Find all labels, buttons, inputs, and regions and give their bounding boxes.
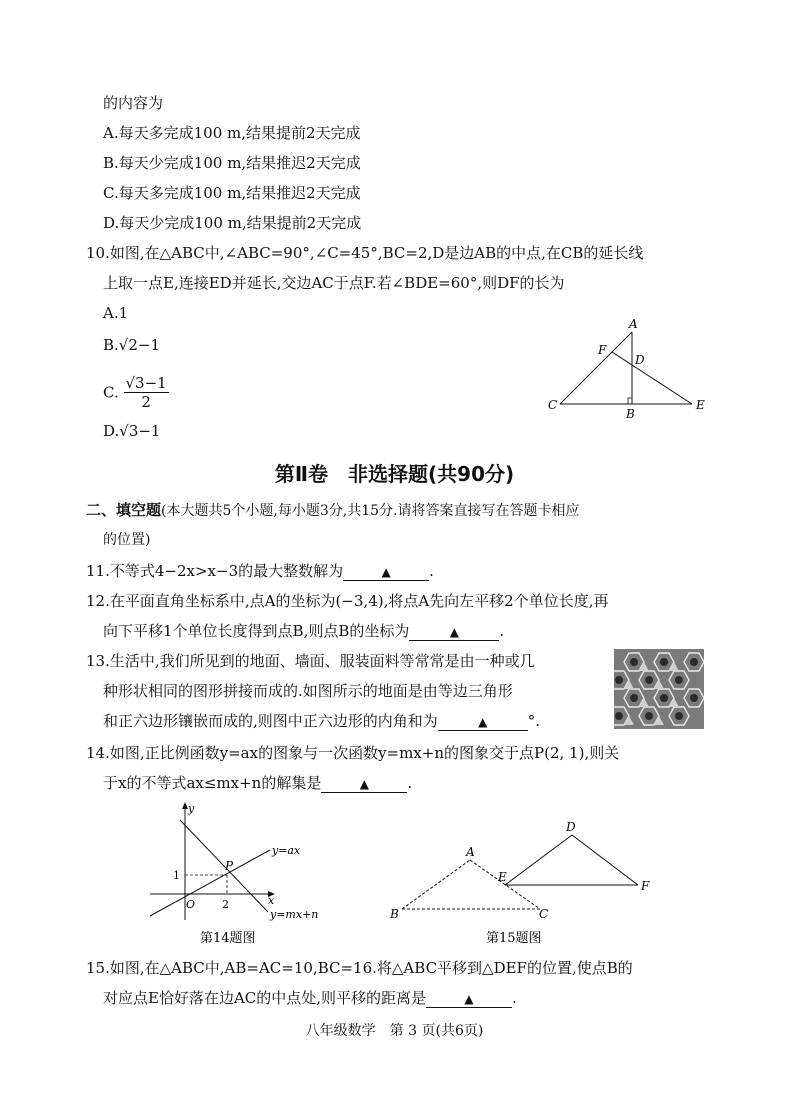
fill-blank-heading: 二、填空题 bbox=[86, 501, 162, 519]
q10-option-b-expr: √2−1 bbox=[118, 336, 161, 354]
q15-end: . bbox=[512, 989, 517, 1007]
q10-option-c-denominator: 2 bbox=[141, 393, 151, 411]
q10-option-c-prefix: C. bbox=[103, 383, 119, 402]
q14-label-line2: y=mx+n bbox=[270, 908, 319, 921]
q12-line2 bbox=[103, 621, 504, 641]
q15-label-f: F bbox=[641, 879, 650, 893]
q10-option-d bbox=[103, 421, 160, 441]
fill-blank-instructions-cont: 的位置) bbox=[103, 532, 151, 548]
q10-option-d-prefix: D. bbox=[103, 422, 120, 440]
q14-line-y-ax bbox=[150, 850, 270, 916]
q10-option-b bbox=[103, 335, 160, 355]
q14-label-two: 2 bbox=[222, 898, 229, 911]
q10-label-f: F bbox=[598, 343, 607, 357]
q15-label-c: C bbox=[539, 907, 549, 921]
q12-line1: 12.在平面直角坐标系中,点A的坐标为(−3,4),将点A先向左平移2个单位长度,再 bbox=[86, 592, 609, 610]
q14-caption: 第14题图 bbox=[200, 931, 256, 946]
q10-option-d-expr: √3−1 bbox=[119, 422, 161, 440]
q15-line-ed bbox=[505, 835, 572, 885]
q10-label-e: E bbox=[696, 398, 705, 412]
q15-label-e: E bbox=[498, 870, 507, 884]
q10-label-c: C bbox=[548, 398, 558, 412]
section-2-heading bbox=[86, 500, 579, 521]
q10-line-ca bbox=[560, 332, 632, 404]
q15-label-a: A bbox=[466, 845, 475, 859]
q13-text: 和正六边形镶嵌而成的,则图中正六边形的内角和为 bbox=[103, 712, 438, 730]
q9-option-c: C.每天多完成100 m,结果推迟2天完成 bbox=[103, 184, 361, 202]
q15-line1: 15.如图,在△ABC中,AB=AC=10,BC=16.将△ABC平移到△DEF的位置,使点B的 bbox=[86, 959, 633, 977]
q13-line2: 种形状相同的图形拼接而成的.如图所示的地面是由等边三角形 bbox=[103, 682, 513, 700]
q10-figure bbox=[540, 312, 720, 422]
q14-label-origin: O bbox=[186, 898, 196, 911]
q11-text: 11.不等式4−2x>x−3的最大整数解为 bbox=[86, 562, 344, 580]
q15-figure bbox=[380, 815, 660, 950]
q10-label-d: D bbox=[635, 353, 645, 367]
q11-answer-blank: ▲ bbox=[343, 564, 429, 581]
q10-option-b-prefix: B. bbox=[103, 336, 119, 354]
page-footer: 八年级数学 第 3 页(共6页) bbox=[305, 1023, 484, 1039]
q14-answer-blank: ▲ bbox=[321, 776, 407, 793]
q12-text: 向下平移1个单位长度得到点B,则点B的坐标为 bbox=[103, 622, 410, 640]
q9-continuation: 的内容为 bbox=[103, 94, 164, 112]
section-2-title: 第Ⅱ卷 非选择题(共90分) bbox=[274, 462, 515, 486]
q10-option-a: A.1 bbox=[103, 304, 129, 322]
q14-figure bbox=[140, 800, 360, 950]
q14-label-one: 1 bbox=[173, 869, 180, 882]
q15-answer-blank: ▲ bbox=[426, 991, 512, 1008]
q14-line1: 14.如图,正比例函数y=ax的图象与一次函数y=mx+n的图象交于点P(2, 1),则关 bbox=[86, 744, 620, 762]
q10-option-c-fraction bbox=[124, 374, 169, 411]
q13-line3 bbox=[103, 711, 540, 731]
q10-right-angle-mark bbox=[628, 398, 632, 404]
q12-answer-blank: ▲ bbox=[409, 624, 499, 641]
q14-end: . bbox=[407, 774, 413, 792]
q13-answer-blank: ▲ bbox=[438, 714, 528, 731]
q15-caption: 第15题图 bbox=[486, 931, 542, 946]
q14-label-x: x bbox=[268, 894, 275, 907]
q9-option-a: A.每天多完成100 m,结果提前2天完成 bbox=[103, 124, 361, 142]
q15-label-d: D bbox=[566, 820, 576, 834]
q14-label-p: P bbox=[225, 859, 234, 873]
q15-text: 对应点E恰好落在边AC的中点处,则平移的距离是 bbox=[103, 989, 427, 1007]
q13-line1: 13.生活中,我们所见到的地面、墙面、服装面料等常常是由一种或几 bbox=[86, 652, 535, 670]
q15-dashed-ab bbox=[402, 860, 470, 909]
q13-tiling-image bbox=[614, 649, 704, 729]
q10-stem-line2: 上取一点E,连接ED并延长,交边AC于点F.若∠BDE=60°,则DF的长为 bbox=[103, 274, 565, 292]
tessellation-pattern-icon bbox=[614, 649, 704, 729]
q14-line2 bbox=[103, 773, 412, 793]
q10-label-a: A bbox=[629, 317, 638, 331]
q14-label-y: y bbox=[188, 802, 195, 815]
q14-label-line1: y=ax bbox=[272, 844, 301, 857]
q10-option-c bbox=[103, 374, 169, 411]
q11 bbox=[86, 561, 434, 581]
q15-line2 bbox=[103, 988, 517, 1008]
q15-line-df bbox=[572, 835, 638, 885]
q9-option-d: D.每天少完成100 m,结果提前2天完成 bbox=[103, 214, 362, 232]
q9-option-b: B.每天少完成100 m,结果推迟2天完成 bbox=[103, 154, 361, 172]
q13-end: °. bbox=[527, 712, 541, 730]
q10-label-b: B bbox=[626, 407, 635, 421]
q10-stem-line1: 10.如图,在△ABC中,∠ABC=90°,∠C=45°,BC=2,D是边AB的中点,在CB的延长线 bbox=[86, 244, 644, 262]
q15-label-b: B bbox=[390, 907, 399, 921]
q10-line-ef bbox=[612, 352, 692, 404]
fill-blank-instructions: (本大题共5个小题,每小题3分,共15分.请将答案直接写在答题卡相应 bbox=[161, 503, 580, 519]
q14-text: 于x的不等式ax≤mx+n的解集是 bbox=[103, 774, 322, 792]
q11-end: . bbox=[429, 562, 434, 580]
q12-end: . bbox=[499, 622, 505, 640]
q10-option-c-numerator: √3−1 bbox=[125, 374, 167, 392]
